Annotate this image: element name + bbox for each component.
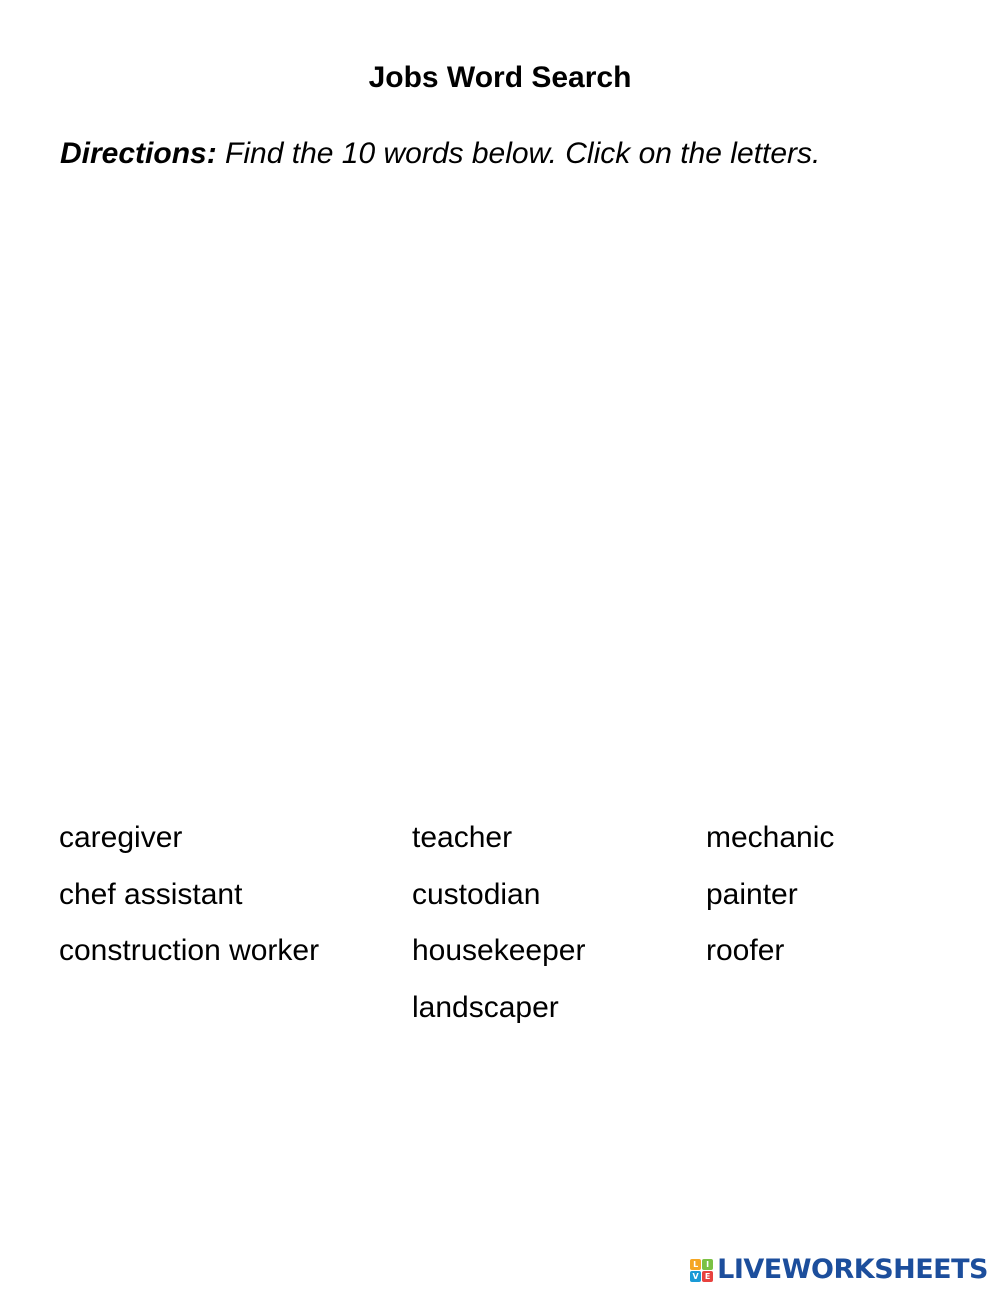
word-list-column-3: [706, 810, 834, 980]
word-list-column-1: [59, 810, 319, 980]
word-caregiver: caregiver: [59, 821, 183, 854]
logo-icon-tile: V: [690, 1271, 701, 1282]
logo-icon-tile: E: [702, 1271, 713, 1282]
word-chef-assistant: chef assistant: [59, 877, 243, 911]
word-painter: painter: [706, 877, 798, 911]
logo-icon-tile: L: [690, 1259, 701, 1270]
liveworksheets-logo-icon: [690, 1259, 713, 1282]
word-construction-worker: construction worker: [59, 934, 320, 967]
word-custodian: custodian: [412, 877, 541, 911]
word-list-column-2: [412, 810, 585, 1036]
word-teacher: teacher: [412, 821, 513, 854]
word-housekeeper: housekeeper: [412, 934, 586, 967]
word-mechanic: mechanic: [706, 821, 835, 854]
logo-text: LIVEWORKSHEETS: [717, 1254, 988, 1285]
logo-icon-tile: I: [702, 1259, 713, 1270]
directions: [60, 134, 820, 174]
word-roofer: roofer: [706, 934, 785, 967]
liveworksheets-logo[interactable]: [690, 1252, 988, 1288]
word-search-grid-area[interactable]: [60, 200, 940, 780]
word-landscaper: landscaper: [412, 990, 559, 1024]
directions-text: Find the 10 words below. Click on the letters.: [216, 137, 821, 170]
directions-label: Directions:: [60, 137, 217, 170]
page-title: Jobs Word Search: [368, 61, 632, 94]
